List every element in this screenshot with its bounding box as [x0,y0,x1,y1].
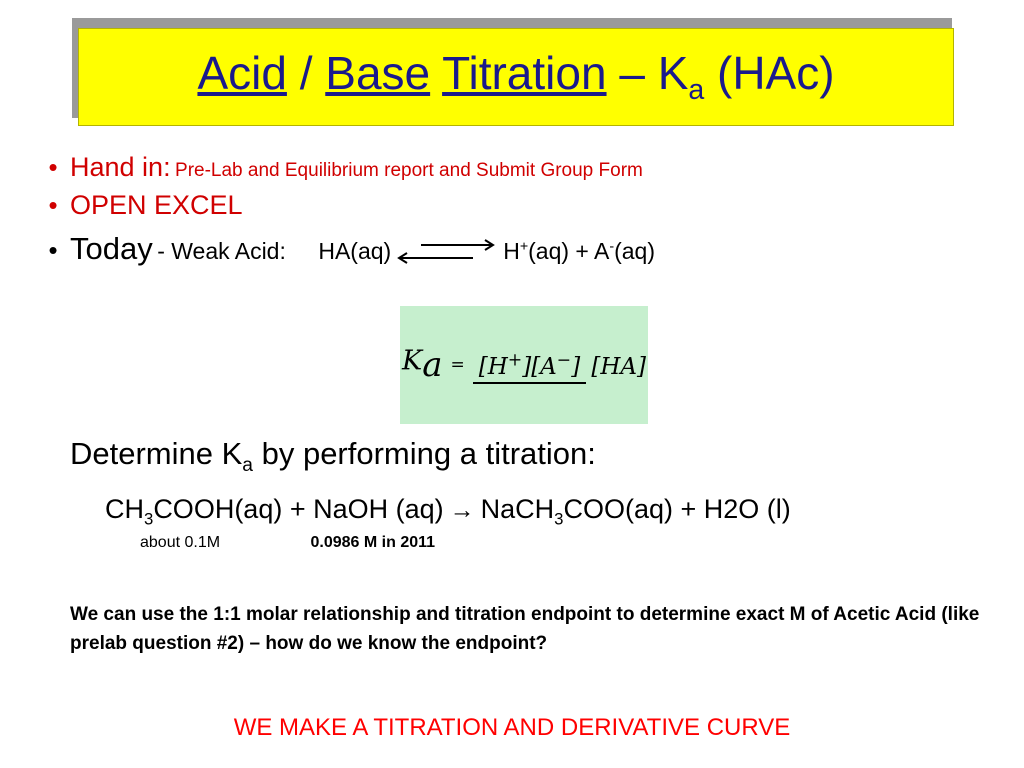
bullet-marker-icon: • [48,235,58,265]
reaction-left-2: COOH(aq) + NaOH (aq) [153,494,444,524]
bullet-marker-icon: • [48,190,58,220]
concentration-acid: about 0.1M [140,534,221,551]
bullet-today-lead: Today [70,231,153,266]
title-sep-2 [430,47,442,99]
bullet-hand-in-rest: Pre-Lab and Equilibrium report and Submit Group Form [175,160,643,181]
determine-subscript: a [242,455,253,477]
bullet-today-rest: - Weak Acid: [157,238,286,264]
ka-num-h-charge: + [507,350,523,371]
bullet-item-hand-in-body [70,152,986,183]
reaction-left-1: CH [105,494,144,524]
reaction-right-1-subscript: 3 [554,509,564,529]
explanation-paragraph: We can use the 1:1 molar relationship and titration endpoint to determine exact M of Acetic Acid (like prelab question #2) – how do we know the endpoint? [70,604,980,655]
bullet-open-excel-lead: OPEN EXCEL [70,190,243,220]
titration-reaction [105,494,791,529]
determine-before: Determine K [70,436,243,471]
reaction-left-1-subscript: 3 [144,509,154,529]
equilibrium-right-tail: (aq) [614,238,655,264]
ka-equals-sign: = [450,355,465,375]
title-banner [78,28,954,126]
ka-num-h-open: [H [478,353,508,380]
equilibrium-left-species: HA(aq) [318,238,392,264]
equilibrium-right-mid: (aq) + A [528,238,610,264]
title-word-base: Base [325,46,431,99]
equilibrium-right-h: H [503,238,520,264]
reaction-arrow-icon: → [449,496,475,524]
ka-num-h-close: ] [522,353,532,380]
bullet-list [36,152,986,274]
ka-num-a-charge: − [556,350,572,371]
bullet-item-today [36,231,986,267]
ka-symbol-subscript: a [422,345,443,385]
title-word-titration: Titration [442,46,607,99]
concentration-annotations [140,534,435,552]
title-word-acid: Acid [197,46,287,99]
ka-formula [400,306,648,424]
bullet-hand-in-lead: Hand in: [70,152,171,182]
weak-acid-equilibrium [290,238,655,264]
reaction-right-2: COO(aq) + H2O (l) [563,494,791,524]
determine-line [70,436,596,477]
title-sep-1: / [286,46,326,99]
ka-symbol-k: K [402,345,423,377]
title-tail: – K [606,46,689,99]
ka-num-a-open: [A [531,353,557,380]
ka-num-a-close: ] [571,353,581,380]
bullet-marker-icon: • [48,152,58,182]
ka-formula-box [400,306,648,424]
footer-statement: WE MAKE A TITRATION AND DERIVATIVE CURVE [233,714,791,741]
bullet-item-hand-in [36,152,986,183]
title-tail-subscript: a [688,73,705,106]
ka-denominator: [HA] [591,353,646,380]
bullet-item-open-excel [36,190,986,221]
equilibrium-right-a-charge: - [609,238,615,255]
title-tail-end: (HAc) [704,46,835,99]
page-title [197,46,835,106]
equilibrium-right-h-charge: + [519,238,529,255]
ka-symbol [402,345,442,385]
ka-fraction [473,350,646,380]
ka-numerator [473,350,587,384]
equilibrium-double-arrow-icon [393,242,501,264]
bullet-item-today-body [70,231,986,267]
concentration-base: 0.0986 M in 2011 [310,534,436,551]
reaction-right-1: NaCH [480,494,555,524]
bullet-item-open-excel-body [70,190,986,221]
determine-after: by performing a titration: [252,436,596,471]
